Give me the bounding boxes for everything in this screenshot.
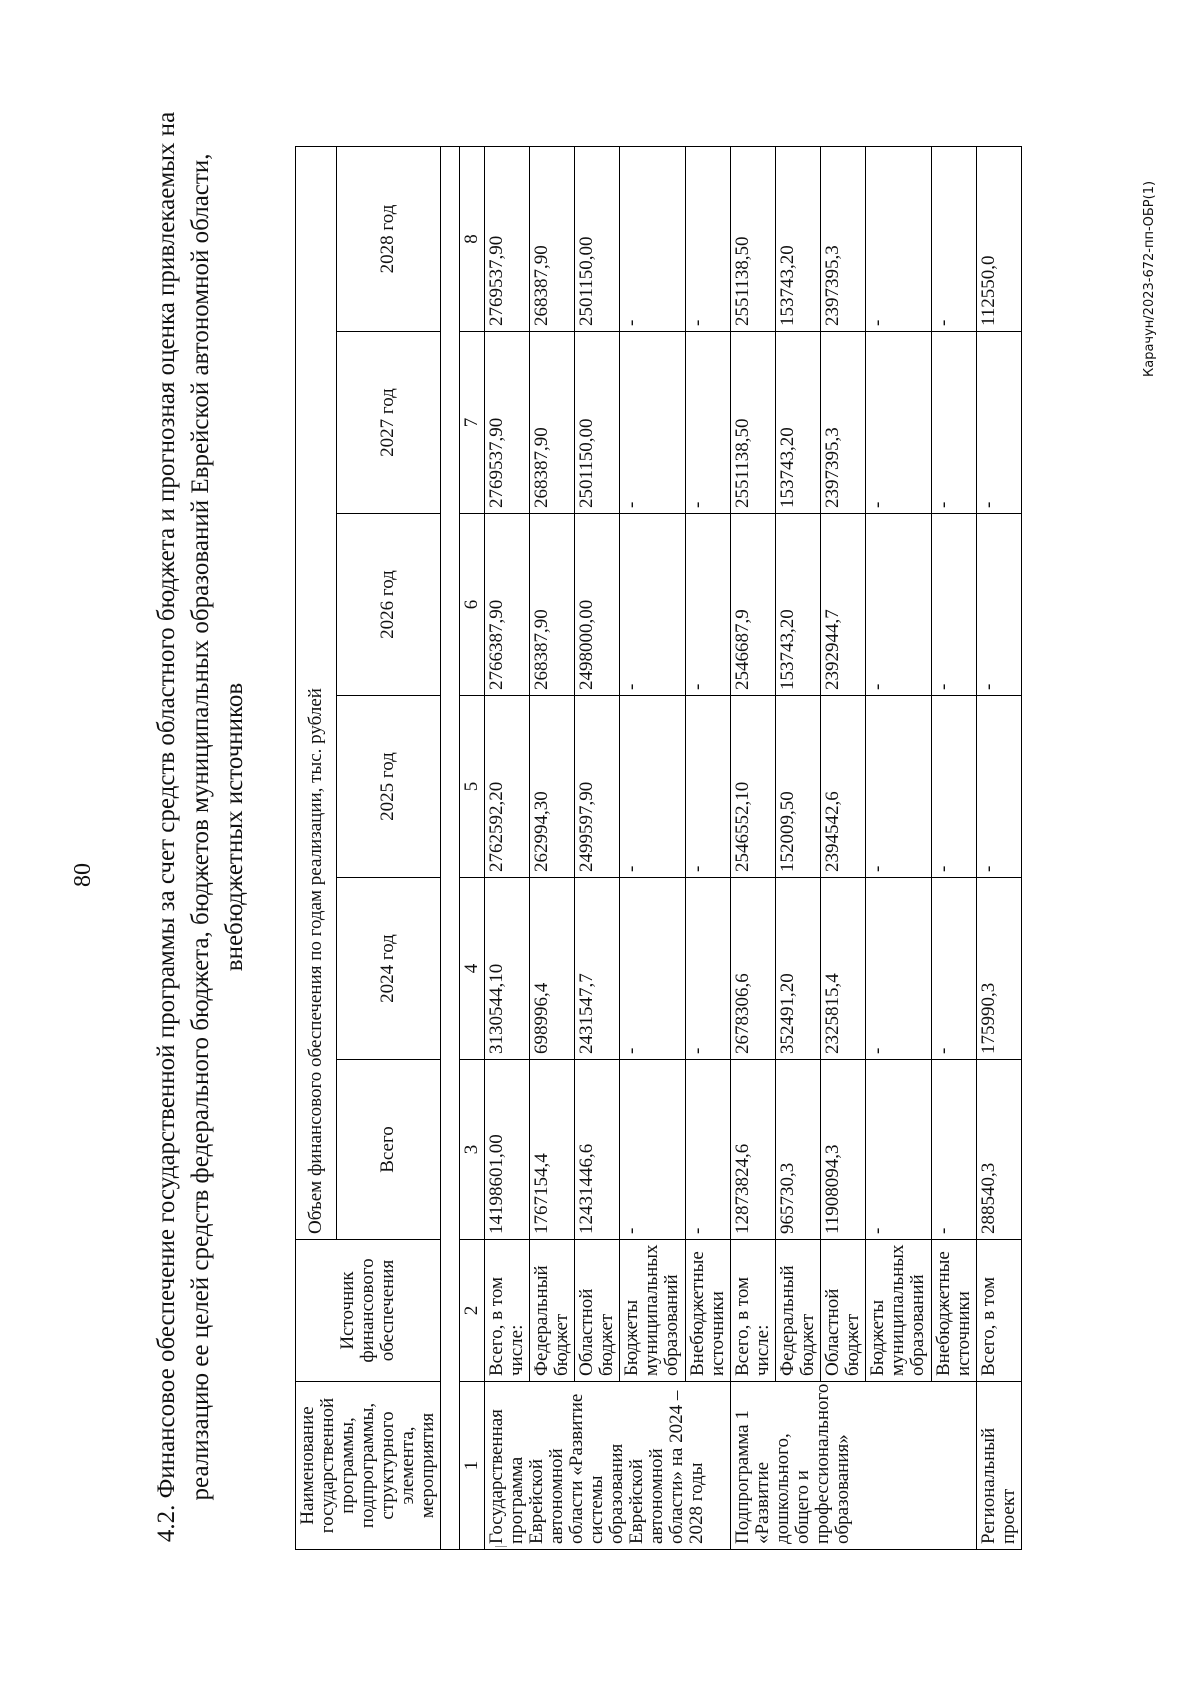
table-row xyxy=(776,146,821,1549)
y2028-cell: 153743,20 xyxy=(776,146,821,331)
y2025-cell: - xyxy=(977,696,1022,878)
y2027-cell: - xyxy=(932,332,977,514)
source-cell: Бюджеты муниципальных образований xyxy=(620,1240,686,1382)
table-row xyxy=(530,146,575,1549)
col-index: 3 xyxy=(460,1060,485,1240)
y2027-cell: 153743,20 xyxy=(776,332,821,514)
y2027-cell: 2769537,90 xyxy=(485,332,530,514)
total-cell: - xyxy=(932,1060,977,1240)
total-cell: 14198601,00 xyxy=(485,1060,530,1240)
total-cell: 1767154,4 xyxy=(530,1060,575,1240)
header-2028: 2028 год xyxy=(336,146,440,331)
y2024-cell: 2678306,6 xyxy=(731,878,776,1060)
y2025-cell: 2546552,10 xyxy=(731,696,776,878)
total-cell: - xyxy=(686,1060,731,1240)
y2024-cell: 175990,3 xyxy=(977,878,1022,1060)
y2025-cell: 2499597,90 xyxy=(575,696,620,878)
y2028-cell: - xyxy=(686,146,731,331)
source-cell: Внебюджетные источники xyxy=(686,1240,731,1382)
header-2027: 2027 год xyxy=(336,332,440,514)
header-source: Источник финансового обеспечения xyxy=(296,1240,441,1382)
y2026-cell: 2392944,7 xyxy=(821,514,866,696)
table-row xyxy=(866,146,932,1549)
y2028-cell: 2551138,50 xyxy=(731,146,776,331)
y2028-cell: - xyxy=(620,146,686,331)
y2027-cell: - xyxy=(866,332,932,514)
program-name-cell: Подпрограмма 1 «Развитие дошкольного, общего и профессионального образования» xyxy=(731,1382,977,1550)
y2027-cell: - xyxy=(977,332,1022,514)
y2028-cell: - xyxy=(932,146,977,331)
table-row xyxy=(575,146,620,1549)
y2025-cell: - xyxy=(686,696,731,878)
y2025-cell: 262994,30 xyxy=(530,696,575,878)
total-cell: 12873824,6 xyxy=(731,1060,776,1240)
y2026-cell: 153743,20 xyxy=(776,514,821,696)
table-row xyxy=(485,146,530,1549)
table-body xyxy=(485,146,1022,1549)
y2024-cell: - xyxy=(932,878,977,1060)
y2028-cell: 2397395,3 xyxy=(821,146,866,331)
col-index: 1 xyxy=(460,1382,485,1550)
col-index: 6 xyxy=(460,514,485,696)
y2027-cell: 2397395,3 xyxy=(821,332,866,514)
col-index: 5 xyxy=(460,696,485,878)
section-title: 4.2. Финансовое обеспечение государственной программы за счет средств областного бюджета и прогнозная оценка привлекаемых на реализацию ее целей средств федерального бюджета, бюджетов муниципальных образований Еврейской автономной области, внебюджетных источников xyxy=(153,111,248,1543)
y2026-cell: - xyxy=(977,514,1022,696)
header-2025: 2025 год xyxy=(336,696,440,878)
footer-code: Карачун/2023-672-пп-ОБР(1) xyxy=(1142,180,1157,377)
y2024-cell: 2325815,4 xyxy=(821,878,866,1060)
total-cell: - xyxy=(620,1060,686,1240)
total-cell: 965730,3 xyxy=(776,1060,821,1240)
y2025-cell: - xyxy=(620,696,686,878)
col-index: 8 xyxy=(460,146,485,331)
source-cell: Всего, в том числе: xyxy=(731,1240,776,1382)
table-row xyxy=(686,146,731,1549)
y2027-cell: 2551138,50 xyxy=(731,332,776,514)
y2024-cell: 352491,20 xyxy=(776,878,821,1060)
y2028-cell: 2769537,90 xyxy=(485,146,530,331)
total-cell: 12431446,6 xyxy=(575,1060,620,1240)
y2026-cell: - xyxy=(620,514,686,696)
y2026-cell: 268387,90 xyxy=(530,514,575,696)
y2025-cell: 152009,50 xyxy=(776,696,821,878)
y2024-cell: 3130544,10 xyxy=(485,878,530,1060)
table-row xyxy=(620,146,686,1549)
y2026-cell: - xyxy=(686,514,731,696)
y2027-cell: 268387,90 xyxy=(530,332,575,514)
y2025-cell: - xyxy=(866,696,932,878)
header-total: Всего xyxy=(336,1060,440,1240)
source-cell: Бюджеты муниципальных образований xyxy=(866,1240,932,1382)
y2026-cell: 2546687,9 xyxy=(731,514,776,696)
page-number: 80 xyxy=(70,863,96,887)
table-row xyxy=(731,146,776,1549)
source-cell: Областной бюджет xyxy=(575,1240,620,1382)
col-index: 4 xyxy=(460,878,485,1060)
source-cell: Областной бюджет xyxy=(821,1240,866,1382)
source-cell: Всего, в том числе: xyxy=(485,1240,530,1382)
y2027-cell: - xyxy=(686,332,731,514)
total-cell: 288540,3 xyxy=(977,1060,1022,1240)
program-name-cell: Региональный проект xyxy=(977,1382,1022,1550)
y2028-cell: 268387,90 xyxy=(530,146,575,331)
y2024-cell: 2431547,7 xyxy=(575,878,620,1060)
y2028-cell: 112550,0 xyxy=(977,146,1022,331)
program-name-cell: Государственная программа Еврейской автономной области «Развитие системы образования Еврейской автономной области» на 2024 – 2028 годы xyxy=(485,1382,731,1550)
y2027-cell: 2501150,00 xyxy=(575,332,620,514)
source-cell: Федеральный бюджет xyxy=(530,1240,575,1382)
y2024-cell: 698996,4 xyxy=(530,878,575,1060)
y2027-cell: - xyxy=(620,332,686,514)
col-index: 7 xyxy=(460,332,485,514)
header-volume: Объем финансового обеспечения по годам реализации, тыс. рублей xyxy=(296,146,337,1239)
y2025-cell: 2394542,6 xyxy=(821,696,866,878)
source-cell: Всего, в том xyxy=(977,1240,1022,1382)
table-row xyxy=(977,146,1022,1549)
y2026-cell: 2766387,90 xyxy=(485,514,530,696)
total-cell: 11908094,3 xyxy=(821,1060,866,1240)
y2024-cell: - xyxy=(686,878,731,1060)
y2028-cell: 2501150,00 xyxy=(575,146,620,331)
header-name: Наименование государственной программы, подпрограммы, структурного элемента, мероприятия xyxy=(296,1382,441,1550)
y2025-cell: - xyxy=(932,696,977,878)
source-cell: Внебюджетные источники xyxy=(932,1240,977,1382)
table-gap xyxy=(441,146,460,1549)
table-row xyxy=(821,146,866,1549)
y2026-cell: 2498000,00 xyxy=(575,514,620,696)
table-row xyxy=(932,146,977,1549)
y2024-cell: - xyxy=(620,878,686,1060)
source-cell: Федеральный бюджет xyxy=(776,1240,821,1382)
col-index: 2 xyxy=(460,1240,485,1382)
total-cell: - xyxy=(866,1060,932,1240)
header-2026: 2026 год xyxy=(336,514,440,696)
header-2024: 2024 год xyxy=(336,878,440,1060)
y2028-cell: - xyxy=(866,146,932,331)
y2024-cell: - xyxy=(866,878,932,1060)
financing-table xyxy=(295,146,1022,1550)
y2025-cell: 2762592,20 xyxy=(485,696,530,878)
y2026-cell: - xyxy=(932,514,977,696)
y2026-cell: - xyxy=(866,514,932,696)
